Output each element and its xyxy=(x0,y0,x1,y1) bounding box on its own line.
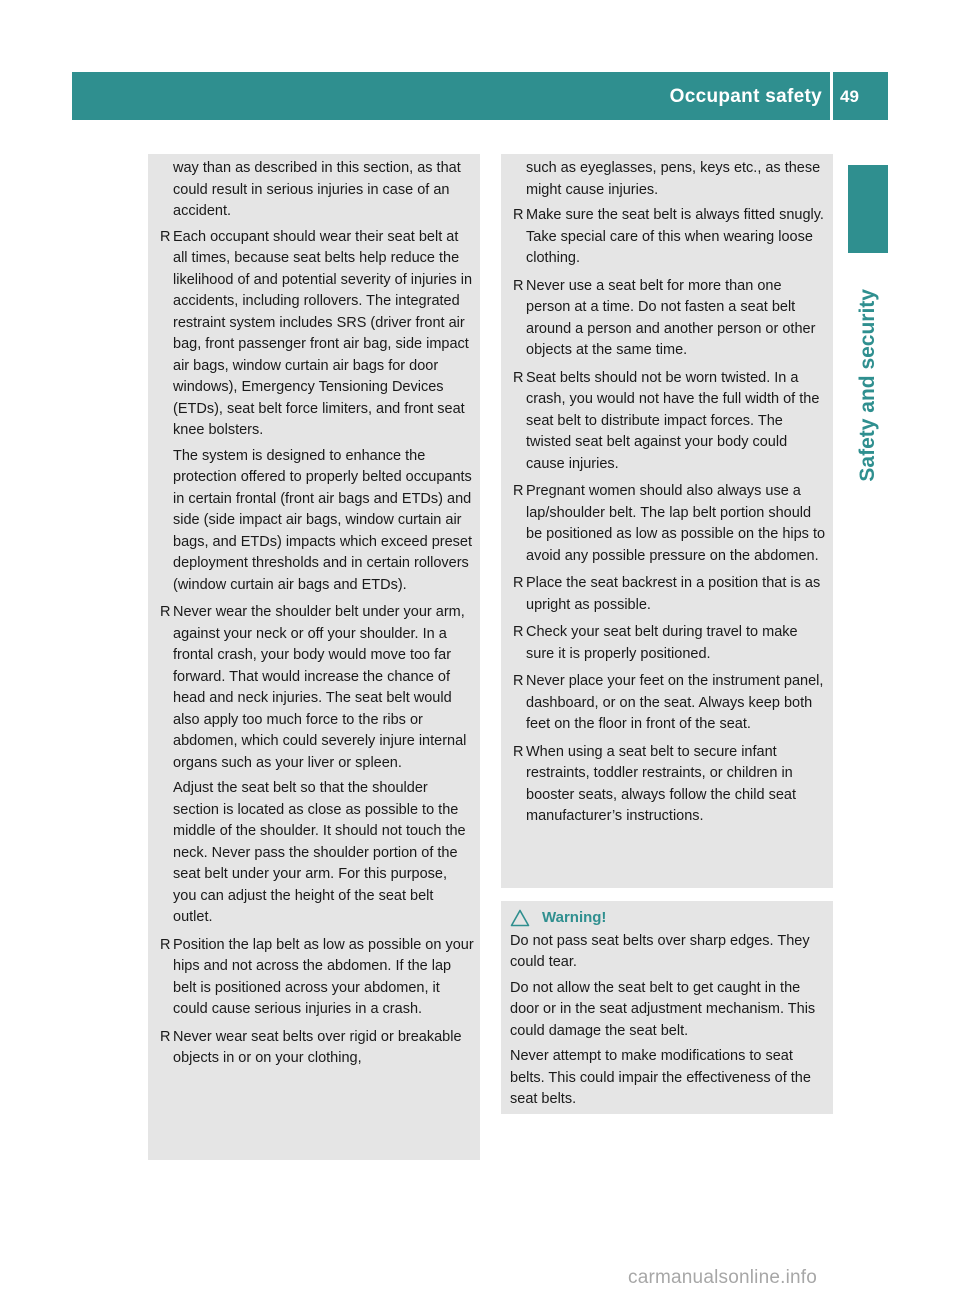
right-column xyxy=(501,154,833,888)
bullet-marker: R xyxy=(513,369,524,386)
left-intro: way than as described in this section, as that could result in serious injuries in case of an accident. xyxy=(173,160,461,219)
bullet-marker: R xyxy=(513,575,524,591)
list-item xyxy=(513,368,827,476)
list-item-text: Place the seat backrest in a position that is as upright as possible. xyxy=(526,575,821,613)
warning-box xyxy=(501,901,833,1114)
list-item-text: Position the lap belt as low as possible on your hips and not across the abdomen. If the lap belt is positioned across your abdomen, it could cause serious injuries in a crash. xyxy=(173,936,474,1017)
page-number: 49 xyxy=(840,87,859,106)
header-bar xyxy=(72,72,888,120)
list-item xyxy=(160,227,474,597)
list-item-text: Seat belts should not be worn twisted. In a crash, you would not have the full width of the seat belt to distribute impact forces. The twisted seat belt against your body could cause injuries. xyxy=(526,369,820,472)
warning-text: Do not pass seat belts over sharp edges. They could tear. xyxy=(510,932,810,970)
left-column xyxy=(148,154,480,1160)
list-item xyxy=(513,573,827,616)
list-item xyxy=(513,742,827,828)
bullet-marker: R xyxy=(513,277,524,294)
list-item-text: Never wear seat belts over rigid or breakable objects in or on your clothing, xyxy=(173,1028,462,1066)
list-item-text: Adjust the seat belt so that the shoulder section is located as close as possible to the middle of the shoulder. It should not touch the neck. Never pass the shoulder portion of the seat belt under your arm. For this purpose, you can adjust the height of the seat belt outlet. xyxy=(173,780,466,925)
list-item xyxy=(160,602,474,929)
list-item-text: Never wear the shoulder belt under your arm, against your neck or off your shoulder. In a frontal crash, your body would move too far forward. That would increase the chance of head and neck injuries. The seat belt would also apply too much force to the ribs or abdomen, which could severely injure internal organs such as your liver or spleen. xyxy=(173,604,467,771)
bullet-marker: R xyxy=(160,228,171,245)
bullet-marker: R xyxy=(160,936,171,953)
list-item xyxy=(513,205,827,270)
chapter-label xyxy=(848,262,888,482)
list-item xyxy=(513,622,827,665)
warning-triangle-icon xyxy=(510,909,530,927)
list-item-text: Never place your feet on the instrument panel, dashboard, or on the seat. Always keep both feet on the floor in front of the seat. xyxy=(526,673,824,732)
bullet-marker: R xyxy=(513,673,524,689)
list-item-text: When using a seat belt to secure infant restraints, toddler restraints, or children in booster seats, always follow the child seat manufacturer’s instructions. xyxy=(526,743,796,824)
right-intro: such as eyeglasses, pens, keys etc., as these might cause injuries. xyxy=(526,160,821,198)
warning-text: Never attempt to make modifications to seat belts. This could impair the effectiveness of the seat belts. xyxy=(510,1048,811,1107)
chapter-tab xyxy=(848,165,888,253)
list-item xyxy=(513,276,827,362)
list-item xyxy=(513,671,827,736)
list-item-text: Each occupant should wear their seat belt at all times, because seat belts help reduce the likelihood of and potential severity of injuries in accidents, including rollovers. The integrated restraint system includes SRS (driver front air bag, front passenger front air bag, side impact air bags, window curtain air bags for door windows), Emergency Tensioning Devices (ETDs), seat belt force limiters, and front seat knee bolsters. xyxy=(173,228,473,438)
warning-header xyxy=(510,907,827,929)
header-divider xyxy=(830,72,833,120)
list-item xyxy=(160,1027,474,1070)
bullet-marker: R xyxy=(513,483,524,499)
list-item xyxy=(160,935,474,1021)
chapter-label-text: Safety and security xyxy=(856,289,879,482)
watermark: carmanualsonline.info xyxy=(628,1267,818,1288)
list-item xyxy=(513,481,827,567)
bullet-marker: R xyxy=(513,624,524,640)
bullet-marker: R xyxy=(160,1028,171,1045)
warning-title: Warning! xyxy=(542,909,607,926)
bullet-marker: R xyxy=(513,743,524,760)
list-item-text: Pregnant women should also always use a lap/shoulder belt. The lap belt portion should be positioned as low as possible on the hips to avoid any possible pressure on the abdomen. xyxy=(526,483,826,564)
list-item-text: Never use a seat belt for more than one person at a time. Do not fasten a seat belt around a person and another person or other objects at the same time. xyxy=(526,277,816,358)
list-item-text: The system is designed to enhance the protection offered to properly belted occupants in certain frontal (front air bags and ETDs) and side (side impact air bags, window curtain air bags, and ETDs) impacts which exceed preset deployment thresholds and in certain rollovers (window curtain air bags and ETDs). xyxy=(173,447,472,593)
warning-text: Do not allow the seat belt to get caught in the door or in the seat adjustment mechanism. This could damage the seat belt. xyxy=(510,979,816,1039)
bullet-marker: R xyxy=(160,604,171,620)
section-title: Occupant safety xyxy=(669,86,822,107)
list-item-text: Make sure the seat belt is always fitted snugly. Take special care of this when wearing loose clothing. xyxy=(526,207,824,266)
list-item-text: Check your seat belt during travel to make sure it is properly positioned. xyxy=(526,624,798,662)
bullet-marker: R xyxy=(513,207,524,223)
